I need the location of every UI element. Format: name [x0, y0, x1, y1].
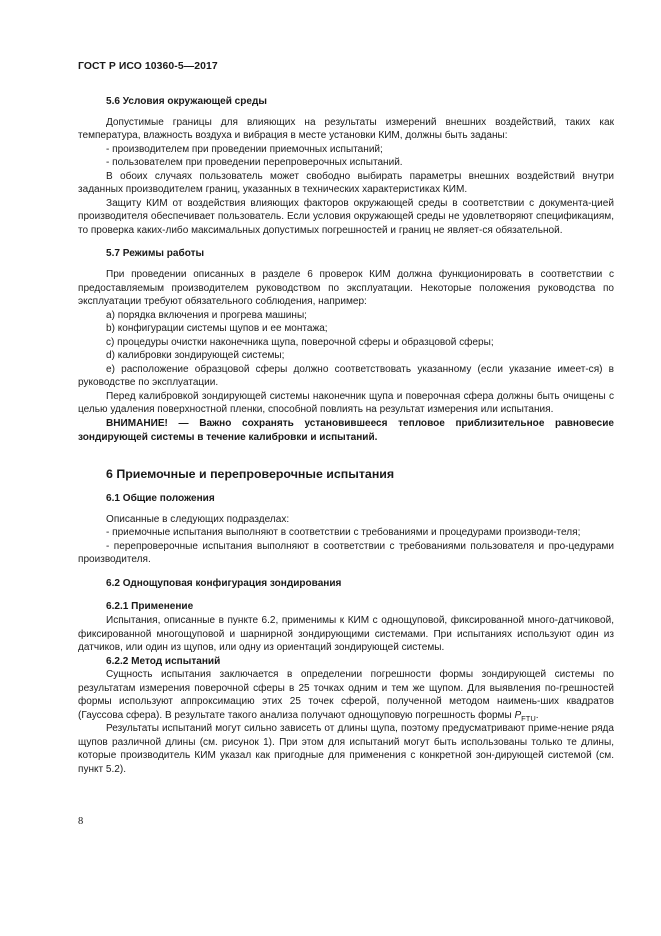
section-6-2-title: 6.2 Однощуповая конфигурация зондирования	[106, 577, 342, 589]
paragraph: Защиту КИМ от воздействия влияющих факторов окружающей среды в соответствии с документа-цией производителя обеспечивает пользователь. Если условия окружающей среды не удовлетворяют спецификациям, то проверка каких-либо максимальных допустимых погрешностей и границ не являет-ся обязательной.	[78, 197, 614, 236]
list-item: e) расположение образцовой сферы должно соответствовать указанному (если указание имеет-ся) в руководстве по эксплуатации.	[78, 363, 614, 389]
paragraph: При проведении описанных в разделе 6 проверок КИМ должна функционировать в соответствии с предоставляемым производителем руководством по эксплуатации. Некоторые положения руководства по эксплуатации требуют обязательного соблюдения, например:	[78, 269, 614, 308]
list-item: d) калибровки зондирующей системы;	[106, 350, 285, 362]
section-6-2-1-title: 6.2.1 Применение	[106, 601, 194, 613]
list-item: - приемочные испытания выполняют в соответствии с требованиями и процедурами производи-теля;	[106, 527, 581, 539]
warning-note: ВНИМАНИЕ! — Важно сохранять установившееся тепловое приблизительное равновесие зондирующей системы в течение калибровки и испытаний.	[78, 418, 614, 443]
list-item: - перепроверочные испытания выполняют в соответствии с требованиями пользователя и про-цедурами производителя.	[78, 540, 614, 566]
section-5-6-title: 5.6 Условия окружающей среды	[106, 96, 267, 107]
paragraph: Описанные в следующих подразделах:	[106, 513, 290, 525]
section-6-title: 6 Приемочные и перепроверочные испытания	[106, 467, 395, 482]
page-number: 8	[78, 816, 84, 827]
list-item: - пользователем при проведении перепроверочных испытаний.	[106, 157, 403, 169]
symbol-subscript: FTU	[521, 713, 536, 723]
list-item: b) конфигурации системы щупов и ее монтажа;	[106, 323, 328, 335]
list-item: - производителем при проведении приемочных испытаний;	[106, 143, 383, 155]
section-5-7-title: 5.7 Режимы работы	[106, 248, 205, 260]
list-item: c) процедуры очистки наконечника щупа, поверочной сферы и образцовой сферы;	[106, 336, 494, 348]
paragraph-text: Сущность испытания заключается в определении погрешности формы зондирующей системы по результатам измерения поверочной сферы в 25 точках одним и тем же щупом. Для выявления по-грешностей формы используют аппроксимацию этих 25 точек сферой, полученной методом наимень-ших квадратов (Гауссова сфера). В результате такого анализа получают однощуповую погрешность формы	[78, 669, 614, 721]
section-6-1-title: 6.1 Общие положения	[106, 493, 215, 505]
page-content	[78, 95, 614, 777]
paragraph: Результаты испытаний могут сильно зависеть от длины щупа, поэтому предусматривают приме-нение ряда щупов различной длины (см. рисунок 1). При этом для испытаний могут быть использованы только те длины, которые производитель КИМ указал как пригодные для применения с конкретной зон-дирующей системой (см. пункт 5.2).	[78, 723, 614, 775]
paragraph: Перед калибровкой зондирующей системы наконечник щупа и поверочная сфера должны быть очищены с целью удаления поверхностной пленки, способной повлиять на результат измерения или испытания.	[78, 390, 614, 416]
list-item: a) порядка включения и прогрева машины;	[106, 309, 307, 321]
section-6-2-2-title: 6.2.2 Метод испытаний	[106, 655, 221, 667]
paragraph: Испытания, описанные в пункте 6.2, применимы к КИМ с однощуповой, фиксированной много-датчиковой, фиксированной многощуповой и шарнирной зондирующими системами. При испытаниях используют один из датчиков, или один из щупов, или одну из ориентаций зондирующей системы.	[78, 614, 614, 654]
symbol-tail: .	[535, 709, 539, 721]
symbol-p: P	[514, 709, 522, 721]
paragraph	[78, 668, 614, 722]
paragraph: В обоих случаях пользователь может свободно выбирать параметры внешних воздействий внутри заданных производителем границ, указанных в технических характеристиках КИМ.	[78, 170, 614, 196]
document-header: ГОСТ Р ИСО 10360-5—2017	[78, 61, 218, 72]
paragraph: Допустимые границы для влияющих на результаты измерений внешних воздействий, таких как температура, влажность воздуха и вибрация в месте установки КИМ, должны быть заданы:	[78, 116, 614, 142]
